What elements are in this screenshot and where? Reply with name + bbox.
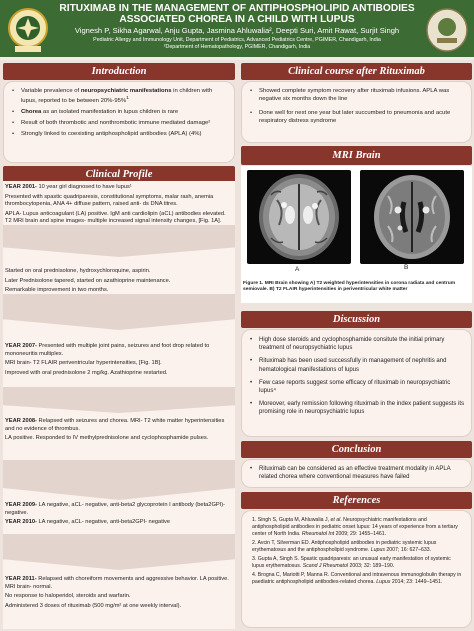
year-2008: YEAR 2008- (5, 418, 37, 424)
profile-block-2008 (5, 418, 233, 445)
mri-image-a (247, 170, 351, 264)
year-2011-no-response: No response to haloperidol, steroids and warfarin. (5, 593, 131, 600)
treatment-line-2: Later Prednisolone tapered, started on azathioprine maintenance. (5, 277, 171, 284)
intro-item-2: • Chorea as an isolated manifestation in lupus children is rare (10, 108, 228, 116)
discussion-item-3: • Few case reports suggest some efficacy of rituximab in neuropsychiatric lupus⁴ (248, 379, 465, 395)
clinical-course-box (241, 81, 472, 143)
references-title: References (241, 492, 472, 509)
year-2007-treatment: Improved with oral prednisolone 2 mg/kg. Azathioprine restarted. (5, 369, 168, 376)
year-2001: YEAR 2001- (5, 184, 37, 190)
profile-block-2007 (5, 343, 233, 379)
intro-item-4: • Strongly linked to coexisting antiphospholipid antibodies (APLA) (4%) (10, 130, 228, 138)
mri-image-b (360, 170, 464, 264)
year-2007-summary: Presented with multiple joint pains, seizures and foot drop related to mononeuritis multiplex. (5, 343, 210, 357)
conclusion-box (241, 459, 472, 488)
mri-title: MRI Brain (241, 146, 472, 165)
year-2008-response: LA positive. Responded to IV methylprednisolone and cyclophosphamide pulses. (5, 435, 209, 442)
clinical-course-title: Clinical course after Rituximab (241, 63, 472, 80)
introduction-title: Introduction (3, 63, 235, 80)
year-2011-rituximab: Administered 3 doses of rituximab (500 mg/m² at one weekly interval). (5, 602, 182, 609)
conclusion-item-1: • Rituximab can be considered as an effective treatment modality in APLA related chorea where conventional measures have failed (248, 465, 465, 481)
affiliation-1: Pediatric Allergy and Immunology Unit, Department of Pediatrics, Advanced Pediatrics Centre, PGIMER, Chandigarh, India (93, 37, 381, 43)
poster-affiliations (54, 37, 420, 51)
year-2011-summary: Relapsed with choreiform movements and aggressive behavior. LA positive. MRI brain- normal. (5, 576, 229, 590)
course-item-1: • Showed complete symptom recovery after rituximab infusions. APLA was negative six months down the line (248, 87, 465, 103)
intro-item-3: • Result of both thrombotic and nonthrombotic immune mediated damage² (10, 119, 228, 127)
poster-authors: Vignesh P, Sikha Agarwal, Anju Gupta, Jasmina Ahluwalia², Deepti Suri, Amit Rawat, Surjit Singh (74, 26, 400, 35)
year-2011: YEAR 2011- (5, 576, 37, 582)
profile-block-2011 (5, 576, 233, 612)
mri-label-b: B (404, 264, 409, 271)
reference-1: 1. Singh S, Gupta M, Ahluwalia J, et al. Neuropsychiatric manifestations and antiphospholipid antibodies in pediatric onset lupus: 14 years of experience from a tertiary center of North India. Rheumatol Int 2009; 29: 1455–1461. (252, 517, 458, 537)
conclusion-title: Conclusion (241, 441, 472, 458)
year-2001-presentation: Presented with spastic quadriparesis, constitutional symptoms, malar rash, anemia thrombocytopenia, ANA 4+ diffuse pattern, raised anti- ds DNA titres. (5, 193, 214, 208)
introduction-box (3, 81, 235, 163)
reference-2: 2. Avcin T, Silverman ED. Antiphospholipid antibodies in pediatric systemic lupus erythematosus and the antiphospholipid syndrome. Lupus 2007; 16: 627–633. (252, 540, 437, 553)
references-box (241, 510, 472, 628)
year-2008-summary: Relapsed with seizures and chorea. MRI- T2 white matter hyperintensities and no evidence of thrombus. (5, 418, 225, 432)
poster-header (0, 0, 474, 60)
intro-item-1: • Variable prevalence of neuropsychiatric manifestations in children with lupus, reported to be between 20%-95%$^1$ (10, 87, 228, 105)
clinical-profile-title: Clinical Profile (3, 166, 235, 183)
brain-scan-b-icon (360, 170, 464, 264)
year-2009: YEAR 2009- (5, 502, 37, 508)
pgimer-logo-icon (7, 6, 49, 54)
poster-title: RITUXIMAB IN THE MANAGEMENT OF ANTIPHOSPHOLIPID ANTIBODIES ASSOCIATED CHOREA IN A CHILD WITH LUPUS (59, 3, 415, 25)
year-2009-summary: LA negative, aCL- negative, anti-beta2 glycoprotein I antibody (beta2GPI)- negative. (5, 502, 226, 516)
year-2007-mri: MRI brain- T2 FLAIR periventricular hyperintensities, [Fig. 1B]. (5, 360, 162, 367)
discussion-title: Discussion (241, 311, 472, 328)
course-item-2: • Done well for next one year but later succumbed to pneumonia and acute respiratory distress syndrome (248, 109, 465, 125)
mri-caption: Figure 1. MRI Brain showing A) T2 weighted hyperintensities in corona radiata and centrum semiovale. B) T2 FLAIR hyperintensities in periventricular white matter (243, 281, 456, 293)
discussion-item-4: • Moreover, early remission following rituximab in the index patient suggests its promising role in neuropsychiatric lupus (248, 400, 465, 416)
institute-emblem-icon (425, 7, 469, 53)
treatment-line-3: Remarkable improvement in two months. (5, 287, 109, 294)
reference-4: 4. Brogna C, Mariotti P, Manna R. Conventional and intravenous immunoglobulin therapy in paediatric antiphospholipid antibodies-related chorea. Lupus 2014; 23: 1449–1451. (252, 572, 462, 585)
year-2001-summary: 10 year girl diagnosed to have lupus¹ (36, 184, 132, 190)
year-2001-apla: APLA- Lupus anticoagulant (LA) positive. IgM anti cardiolipin (aCL) antibodies elevated. T2 MRI brain and spine images- multiple increased signal intensity changes, [Fig. 1A]. (5, 210, 226, 225)
brain-scan-a-icon (247, 170, 351, 264)
affiliation-2: ²Department of Hematopathology, PGIMER, Chandigarh, India (163, 43, 311, 50)
year-2010: YEAR 2010- (5, 519, 37, 526)
discussion-box (241, 329, 472, 437)
year-2010-summary: LA negative, aCL- negative, anti-beta2GPI- negative (36, 519, 171, 526)
profile-block-treatment (5, 268, 233, 297)
discussion-item-2: • Rituximab has been used successfully in management of nephritis and hematological manifestations of lupus (248, 357, 465, 373)
reference-3: 3. Gupta A, Singh S. Spastic quadriparesis: an unusual early manifestation of systemic lupus erythematosus. Scand J Rheumatol 2003; 32: 189–190. (252, 556, 451, 569)
discussion-item-1: • High dose steroids and cyclophosphamide consitute the initial primary treatment of neuropsychiatric lupus (248, 336, 465, 352)
year-2007: YEAR 2007- (5, 343, 37, 349)
mri-label-a: A (295, 266, 300, 273)
treatment-line-1: Started on oral prednisolone, hydroxychloroquine, aspirin. (5, 268, 151, 274)
profile-block-2009-2010 (5, 502, 233, 529)
profile-block-2001 (5, 184, 233, 228)
